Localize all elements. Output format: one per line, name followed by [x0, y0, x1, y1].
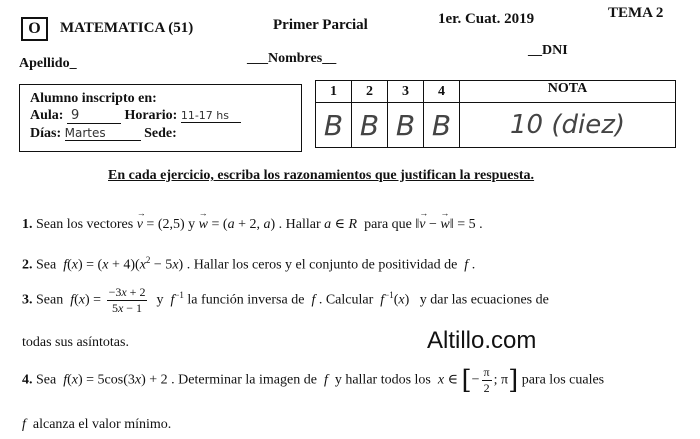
version-letter-box: O: [21, 17, 48, 41]
dni-label: DNI: [542, 43, 568, 58]
dias-row: [30, 126, 177, 142]
nota-value: 10 (diez): [460, 103, 676, 148]
exercise-2-number: 2.: [22, 257, 33, 273]
grade-value-3: B: [388, 103, 424, 148]
instruction-text: En cada ejercicio, escriba los razonamientos que justifican la respuesta.: [108, 168, 535, 183]
dni-field: __DNI: [528, 43, 568, 58]
dias-label: Días:: [30, 126, 62, 141]
apellido-label: Apellido: [19, 56, 70, 71]
exam-title: Primer Parcial: [273, 17, 368, 33]
aula-row: [30, 108, 241, 124]
grade-value-2: B: [352, 103, 388, 148]
exercise-2: 2. Sea $f(x) = (x + 4)(x^2 - 5x)$ . Hallar los ceros y el conjunto de positividad de f .: [22, 255, 476, 273]
dias-value: Martes: [65, 126, 141, 141]
aula-value: 9: [67, 108, 121, 124]
nota-header: NOTA: [460, 81, 676, 103]
grade-column-4: 4: [424, 81, 460, 103]
nombres-field: ___Nombres__: [247, 51, 337, 66]
apellido-field: Apellido_: [19, 56, 77, 71]
exercise-4-fraction: $\frac{\pi}{2}$: [483, 365, 490, 395]
grade-value-1: B: [316, 103, 352, 148]
grade-column-1: 1: [316, 81, 352, 103]
exercise-4: 4. Sea f(x) = 5cos(3x) + 2 . Determinar la imagen de f y hallar todos los x ∈ [− $\frac{\pi}{2}$ ; π] para los cuales: [22, 365, 605, 396]
grade-column-2: 2: [352, 81, 388, 103]
exercise-4-number: 4.: [22, 372, 33, 388]
enrollment-heading: Alumno inscripto en:: [30, 91, 157, 106]
grades-value-row: [316, 103, 676, 148]
exam-version: TEMA 2: [608, 5, 664, 21]
grades-header-row: [316, 81, 676, 103]
horario-value: 11-17 hs: [181, 109, 241, 123]
exercise-3-fraction: $\frac{-3x + 2}{5x - 1}$: [108, 285, 146, 315]
aula-label: Aula:: [30, 108, 64, 123]
sede-label: Sede:: [144, 126, 177, 141]
exercise-4-continued: f alcanza el valor mínimo.: [22, 417, 172, 432]
horario-label: Horario:: [124, 108, 178, 123]
exercise-3: 3. Sean f(x) = $\frac{-3x + 2}{5x - 1}$ y $f^{-1}$ la función inversa de f . Calcular $f^{-1}(x)$ y dar las ecuaciones de: [22, 285, 549, 315]
grade-value-4: B: [424, 103, 460, 148]
subject-title: MATEMATICA (51): [60, 20, 194, 36]
exercise-3-continued: todas sus asíntotas.: [22, 335, 129, 350]
grades-table: [315, 80, 676, 148]
exercise-1-number: 1.: [22, 217, 33, 232]
exercise-3-number: 3.: [22, 292, 33, 308]
term-label: 1er. Cuat. 2019: [438, 11, 535, 27]
grade-column-3: 3: [388, 81, 424, 103]
nombres-label: Nombres: [268, 51, 323, 66]
altillo-watermark: Altillo.com: [427, 327, 537, 354]
exercise-1: 1. Sean los vectores → v = (2,5) y → w = (a + 2, a) . Hallar a ∈ R para que ‖→ v − → w‖ = 5 .: [22, 216, 483, 233]
